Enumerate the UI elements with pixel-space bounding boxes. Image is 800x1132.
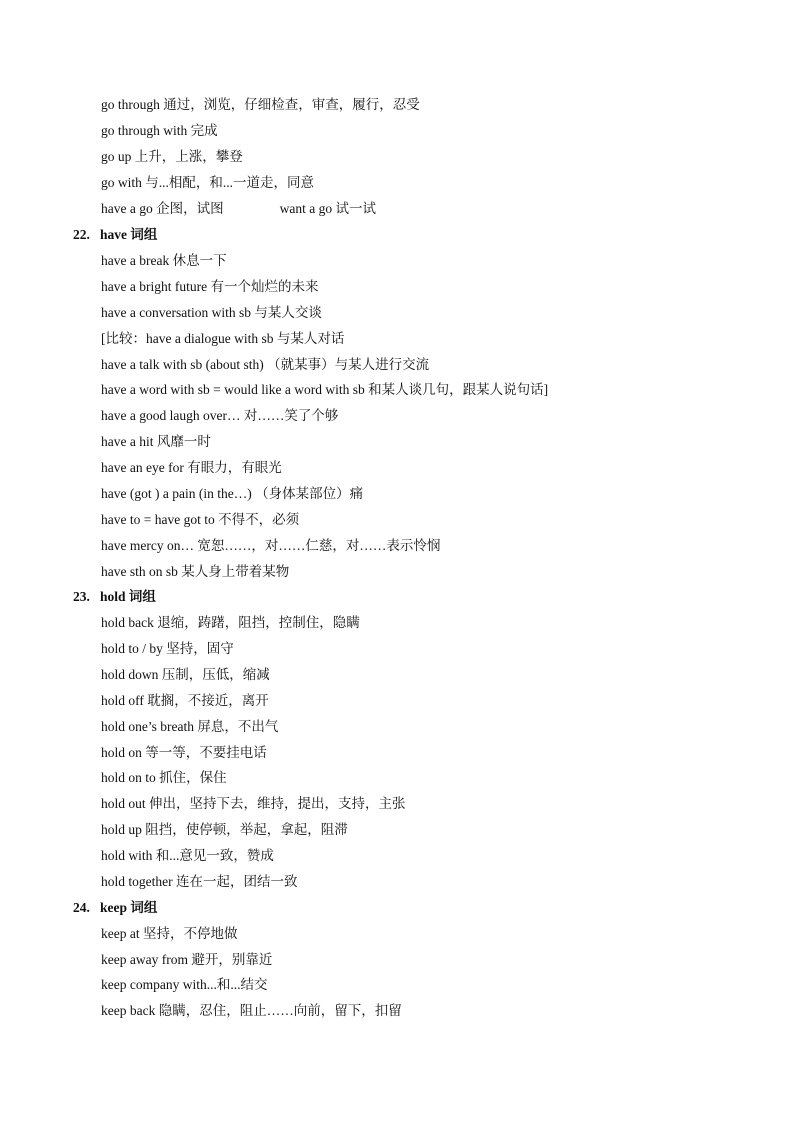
phrase-line: hold together 连在一起，团结一致 (101, 874, 298, 889)
phrase-line: hold off 耽搁，不接近，离开 (101, 693, 269, 708)
phrase-line: have a word with sb = would like a word with sb 和某人谈几句，跟某人说句话] (101, 382, 549, 397)
phrase-line: [比较：have a dialogue with sb 与某人对话 (101, 331, 345, 346)
phrase-line: have a hit 风靡一时 (101, 434, 211, 449)
phrase-line: keep back 隐瞒，忍住，阻止……向前，留下，扣留 (101, 1003, 402, 1018)
phrase-line: hold up 阻挡，使停顿，举起，拿起，阻滞 (101, 822, 348, 837)
phrase-line: have a conversation with sb 与某人交谈 (101, 305, 322, 320)
section-heading-keep (73, 900, 157, 916)
phrase-line: have sth on sb 某人身上带着某物 (101, 564, 290, 579)
phrase-line: go with 与...相配，和...一道走，同意 (101, 175, 315, 190)
phrase-line: have a break 休息一下 (101, 253, 227, 268)
phrase-line: have a bright future 有一个灿烂的未来 (101, 279, 319, 294)
phrase-line: hold on 等一等，不要挂电话 (101, 745, 267, 760)
phrase-line: keep company with...和...结交 (101, 977, 268, 992)
phrase-line: go through 通过，浏览，仔细检查，审查，履行，忍受 (101, 97, 420, 112)
phrase-line: have a talk with sb (about sth) （就某事）与某人进行交流 (101, 357, 430, 372)
phrase-line: hold out 伸出，坚持下去，维持，提出，支持，主张 (101, 796, 406, 811)
phrase-line (101, 201, 376, 217)
phrase-line: hold one’s breath 屏息，不出气 (101, 719, 279, 734)
section-title: hold 词组 (100, 589, 156, 604)
section-title: keep 词组 (100, 900, 158, 915)
phrase-line: go up 上升，上涨，攀登 (101, 149, 243, 164)
phrase-line: hold on to 抓住，保住 (101, 770, 227, 785)
section-number: 22. (73, 227, 90, 242)
phrase-line: have a good laugh over… 对……笑了个够 (101, 408, 339, 423)
phrase-line: keep at 坚持，不停地做 (101, 926, 238, 941)
section-title: have 词组 (100, 227, 158, 242)
phrase-right: want a go 试一试 (279, 201, 376, 216)
phrase-line: hold to / by 坚持，固守 (101, 641, 234, 656)
phrase-line: have (got ) a pain (in the…) （身体某部位）痛 (101, 486, 364, 501)
phrase-line: hold back 退缩，踌躇，阻挡，控制住，隐瞒 (101, 615, 360, 630)
section-heading-hold (73, 589, 156, 605)
phrase-line: hold with 和...意见一致，赞成 (101, 848, 274, 863)
phrase-line: go through with 完成 (101, 123, 218, 138)
phrase-line: have mercy on… 宽恕……，对……仁慈，对……表示怜悯 (101, 538, 441, 553)
phrase-line: have to = have got to 不得不，必须 (101, 512, 300, 527)
section-number: 24. (73, 900, 90, 915)
phrase-line: keep away from 避开，别靠近 (101, 952, 273, 967)
section-number: 23. (73, 589, 90, 604)
section-heading-have (73, 227, 157, 243)
phrase-line: have an eye for 有眼力，有眼光 (101, 460, 282, 475)
phrase-line: hold down 压制，压低，缩减 (101, 667, 270, 682)
phrase-left: have a go 企图，试图 (101, 201, 224, 216)
